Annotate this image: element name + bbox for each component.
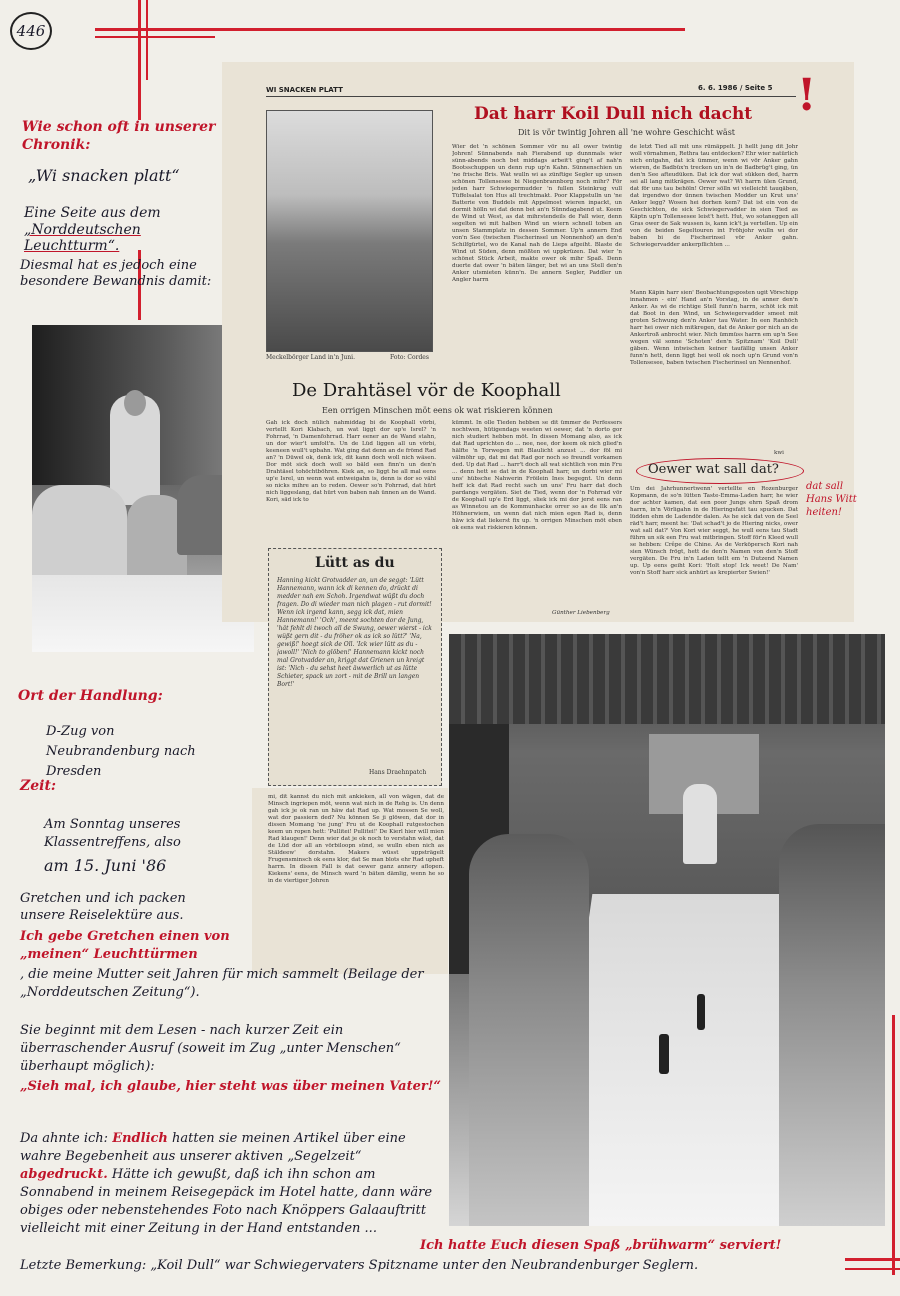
desc-line-3: Diesmal hat es jedoch eine besondere Bewandnis damit: (20, 258, 212, 289)
header-rule (266, 96, 796, 97)
zeit-label: Zeit: (20, 778, 57, 794)
story-4-red: „Sieh mal, ich glaube, hier steht was über meinen Vater!“ (20, 1079, 441, 1094)
photo-tablecloth (32, 575, 254, 652)
series-name: „Wi snacken platt“ (28, 166, 180, 185)
photo-speaker (683, 784, 717, 864)
story-3: Sie beginnt mit dem Lesen - nach kurzer Zeit ein überraschender Ausruf (soweit im Zug „unter Menschen“ überhaupt möglich): (20, 1023, 401, 1074)
red-line-left-vertical-2 (146, 0, 148, 80)
article-col-3: Mann Käpin harr sien' Beobachtungsposten ugit Vörschipp innahmen - ein' Hand an'n Vorstag, in de anner den'n Anker. As wi de richtige Stell funn'n harrn, schöt ick mit dat Boot in den Wind, un Schwiegervadder smeet mit groten Schwung den'n Anker tau Water. In een Ranhöch harr hei ower nich mitkregen, dat de Anker gor nich an de Ankertroß anbrocht wier. Nich ümmüss harrn em up'n See wegen väl sonne 'Schoten' den'n Spitznam' 'Koil Dull' gäben. Wenn intwischen keiner taufällig unsen Anker funn'n hett, denn liggt hei woll ok noch up'n Grund von'n Tollensesee, baben twischen Fischerinsel un Nennenhof. (630, 290, 798, 366)
photo-caption: Meckelbörger Land in'n Juni. (266, 354, 355, 361)
story-2-red: Ich gebe Gretchen einen von „meinen“ Leuchttürmen (20, 929, 230, 962)
subheadline: Dit is vör twintig Johren all 'ne wohre Geschicht wäst (518, 128, 736, 137)
headline: Dat harr Koil Dull nich dacht (474, 104, 753, 124)
photo-bottle-2 (697, 994, 705, 1030)
story-5a: Da ahnte ich: (20, 1131, 109, 1146)
photo-banquet-hall (449, 634, 885, 1226)
author: Günther Liebenberg (552, 610, 610, 616)
poem-box (268, 548, 442, 786)
second-col-1: Gah ick doch nülich nahmiddag bi de Koophall vörbi, vertellt Kori Klabach, un wat liggt dor up'e Isrel? 'n Fohrrad, 'n Damenfohrrad. Harr eener an de Wand stahn, un dor wier't umfolt'n. Un de Lüd liggen all un vörbi, keeneen wull't upbahn. Wat ging dat denn an de frömd Rad an? 'n Düwel ok, denk ick, dit kann doch woll nich wäsen. Dor möt sick doch woll so bäld een finn'n un den'n Drahtäsel tohöchtböhren. Kiek an, so liggt he all mal eens up'e Isrel, un wenn wat entweigahn is, denn is dor so vähl so nicks mihre an to reden. Oewer so'n Fohrrad, dat hürt nich liggeslang, dat hürt von baben nah ünnen an de Wand. Kori, säd ick to (266, 420, 436, 503)
newspaper-clipping-lower (252, 788, 448, 974)
red-line-top (95, 28, 685, 31)
photo-field-landscape (266, 110, 433, 352)
article-col-1: Wier det 'n schönen Sommer vör nu all ower twintig Johren! Sünnabends nah Fierabend up dunnmals wier sünn-abends noch bet middags arbeit't ging't af nah'n Bootsschuppen un denn rup up'n Kahn. Sünnenschien un 'ne frische Bris. Wat wulln wi as zünftige Segler up unsen schönen Tollensesee bi Niegenbrannborg noch mihr? För jeden harr Schwiegermudder 'n fullen Steinkrug vull Tüffelsalat ton Hus all trechtmakt. Poor Klappstulln un 'ne Batterie von Buddels mit Appelmost wieren inpackt, un dormit hölln wi dat denn bet an'n Sünndagabend ut. Keem de Wind ut West, as dat mihrstendeils de Fall wier, denn segelten wi mit halben Wind un wiern schnell toben an unsen Stammplatz in dessen Sommer. Up'n annern End von'n See (twischen Fischerinsel un Nonnenhof) an den'n Schilfgürtel, wo de Kanal nah de Lieps afgeiht. Blaste de Wind ut Süden, denn mößten wi uppkrüzen. Dat wier 'n schönet Stück Arbeit, makte ower ok mihr Spaß. Denn duerte dat ower 'n bäten länger, bet wi an uns Stell den'n Anker utsmieten künn'n. De annern Segler, Paddler un Angler harrn (452, 144, 622, 283)
red-line-left-vertical (138, 0, 141, 120)
lower-column: mi, dit kannst du nich mit ankieken, all von wägen, dat de Minsch ingriepen möt, wenn wat nich in de Rehg is. Un denn gah ick je ok ran un häw dat Rad up. Wat mossen Se woll, wat dor passiern ded? Nu können Se ji glöwen, dat dor in dissen Momang 'ne jung' Fru ut de Koophall rutgestochen keem un ropen hett: 'Pullitei! Pullitei!' De Kierl hier will mien Rad klaugen!' Denn wier dat je ok noch to verstahn wäst, dat de Lüd dor all an vörbiloopn sünd, se wulln eben nich as Stäldeew' dorstahn. Makers wüsst uppsträgelt Frugensminsch ok eens klor, dat Se man blots ehr Rad upheft harrn. In dissen Fall is dat oewer ganz annery aflopen. Kiekens' eens, de Minsch ward 'n bäten dämlig, wenn he so in de viertiger Johren (268, 794, 444, 884)
story-5c: Hätte ich gewußt, daß ich ihn schon am Sonnabend in meinem Reisegepäck im Hotel hatte, dann wäre obiges oder nebenstehendes Foto nach Knöppers Galaauftritt vielleicht mit einer Zeitung in der Hand entstanden ... (20, 1167, 433, 1236)
red-exclamation: ! (797, 70, 817, 121)
story-1: Gretchen und ich packen unsere Reiselektüre aus. (20, 891, 186, 923)
zeit-value-1: Am Sonntag unseres Klassentreffens, also (44, 817, 181, 850)
article-col-2: de letzt Tied all mit uns rümäppelt. Ji hellt jung dit Johr woll vörnahmen, Rethra tau entdecken? Ehr wier natürlich nich entgahn, dat ick ümmer, wenn wi vör Anker gahn wieren, de Badbüx'n trecken un in'n de Badbrüg't ging, ün den'n See afteudüken. Dat ick dor wat sükken ded, harrn sei all lang mitkrägen. Oewer wat? Wi harrn ülen Grund, dat för uns tau behöln! Orrer sölln wi vielleicht tauqäben, dat irgendwo dor ünnen twischen Modder un Krut uns' Anker legg? Wosen hei dorhen kem? Dat ist ein von de Geschichten, de sick Schwiegervadder in sien Tied as Käptn up'n Tollensesee leist't hett. Hut, wo sotaneggen all Gras ower de Sak wussen is, kann ick't ja vertellen. Up ein von de beiden Segeltouren int Fröhjohr wulln wi dor baben bi de Fischerinsel vör Anker gahn. Schwiegervadder ankerpflichten ... (630, 144, 798, 248)
oewer-wat-heading: Oewer wat sall dat? (648, 462, 779, 477)
ort-value: D-Zug von Neubrandenburg nach Dresden (46, 724, 196, 779)
photo-guests-left (469, 834, 589, 1226)
desc-line-2: „Norddeutschen Leuchtturm“. (24, 222, 141, 254)
second-subheadline: Een orrigen Minschen möt eens ok wat riskieren können (322, 406, 553, 415)
red-line-bottom-2 (845, 1268, 900, 1270)
red-line-right-vertical (892, 1015, 895, 1275)
photo-credit: Foto: Cordes (390, 354, 429, 361)
story-7: Letzte Bemerkung: „Koil Dull“ war Schwiegervaters Spitzname unter den Neubrandenburger Seglern. (20, 1258, 699, 1273)
newspaper-date: 6. 6. 1986 / Seite 5 (698, 84, 773, 92)
zeit-value-2: am 15. Juni '86 (44, 856, 167, 875)
story-5 (20, 1130, 450, 1238)
second-headline: De Drahtäsel vör de Koophall (292, 380, 561, 401)
story-2-rest: , die meine Mutter seit Jahren für mich sammelt (Beilage der „Norddeutschen Zeitung“). (20, 967, 424, 1000)
story-5-red: Endlich (112, 1131, 168, 1146)
desc-line-1: Eine Seite aus dem (24, 205, 161, 221)
page-number: 446 (10, 12, 52, 50)
second-col-2: kümmt. In olle Tieden hebben se dit ümmer de Perfessers nochtwen, hütigendags weeten wi oewer, dat 'n dorto gor nich studiert hebben möt. In dissen Momang also, as ick dat Rad uprichten do ... nee, nee, dor keem ok nich glied'n hälfte 'n Torwegen mit Blaulicht anzust ... dor föl mi välmöhr up, dat mi dat Rad gor noch so freundl vorkamen ded. Up dat Rad ... harr't doch all wat sichtlich von min Fru ... denn hett se dat in de Koophall harr, un dorbi wier mi uns' hübsche Nahwerin Fröilein Ines begegnt. Un denn heff ick dat Rad recht sach un uns' Fru harr dat doch pardangs vergäten. Siet de Tied, wenn dor 'n Fohrrad vör de Koophall up'e Erd liggt, sliek ick mi dor jerst eens ran as Winnetou an de Kommunhacke orrer so as de Ilk an'n Höhnerwiem, un wenn dat nich mien egen Rad is, denn häw ick dat liekerst fix up. 'n orrigen Minschen möt eben ok eens wat riskieren können. (452, 420, 622, 531)
ort-label: Ort der Handlung: (18, 688, 163, 704)
photo-man-head (124, 390, 146, 416)
story-5b: hatten sie meinen Artikel über eine wahre Begebenheit aus unserer aktiven „Segelzeit“ (20, 1131, 406, 1164)
photo-guests-right (779, 824, 885, 1226)
article-col-3b: Um dei Jahrhunnertwenn' vertellte en Rozenburger Kopmann, de so'n lütten Taste-Emma-Laden harr, he wier dor achter kamen, dat een poor Jungs ehrn Spaß drom harrn, in'n Vörligahn in de Hieringsfatt tau spucken. Dat lüdden ehm de Ladendör dalen. As he sick dat von de Seel räd't harr, meent he: 'Dat schad't jo de Hiering nicks, ower wat sall dat?' Von Kori wier seggt, he wull eens tau Stadt führn un sik een Fru wat mitbringen. Stoff för'n Kleed wull se hebben: Crêpe de Chine. As de Verköpersch Kori nah sien Wünsch frögt, hett de den'n Namen von den'n Stoff vergäten. De Fru in'n Laden tellt em 'n Dutzend Namen up. Up eens geiht Kori: 'Holt stop! Ick weet! De Nam' von'n Stoff harr sick anhürt as krepierter Swien!' (630, 486, 798, 576)
poem-title: Lütt as du (315, 555, 395, 571)
kwi-sign: kwi (774, 450, 784, 456)
red-line-bottom (845, 1258, 900, 1261)
photo-bottle-1 (659, 1034, 669, 1074)
red-line-top-2 (95, 36, 215, 38)
story-5-red-2: abgedruckt. (20, 1167, 108, 1182)
photo-speaker-at-table (32, 325, 254, 652)
margin-note-hans-witt: dat sall Hans Witt heiten! (806, 481, 857, 518)
story-6-red: Ich hatte Euch diesen Spaß „brühwarm“ serviert! (420, 1238, 782, 1253)
poem-author: Hans Draehnpatch (369, 769, 427, 776)
newspaper-clipping (222, 62, 857, 622)
newspaper-section: WI SNACKEN PLATT (266, 86, 343, 94)
photo-ceiling (449, 634, 885, 724)
poem-text: Hanning kickt Grotvadder an, un de seggt: 'Lütt Hannemann, wann ick di kennen do, drückt di medder nah em Schoh. Irgendwat wüßt du doch fragen. Do di wieder man nich plagen - rut dormit! Wenn ick irgend kann, segg ick dat, mien Hannemann!' 'Och', meent sochten dor de Jung, 'hät fehlt di twoch all de Swung, oewer wierst - ick wüßt gern dit - du fröher ok as ick so lütt?' 'Na, gewiß!' hoegt sick de Oll. 'Ick wier lütt as du - jawoll!' 'Nich to glöben!' Hannemann kickt noch mal Grotvadder an, kriggt dat Grienen un kreigt ist: 'Nich - du sehst heet äwwerlich ut as lütte Schieter, spack un zort - mit de Brill un langen Bort!' (277, 577, 432, 688)
intro-title: Wie schon oft in unserer Chronik: (22, 119, 216, 153)
